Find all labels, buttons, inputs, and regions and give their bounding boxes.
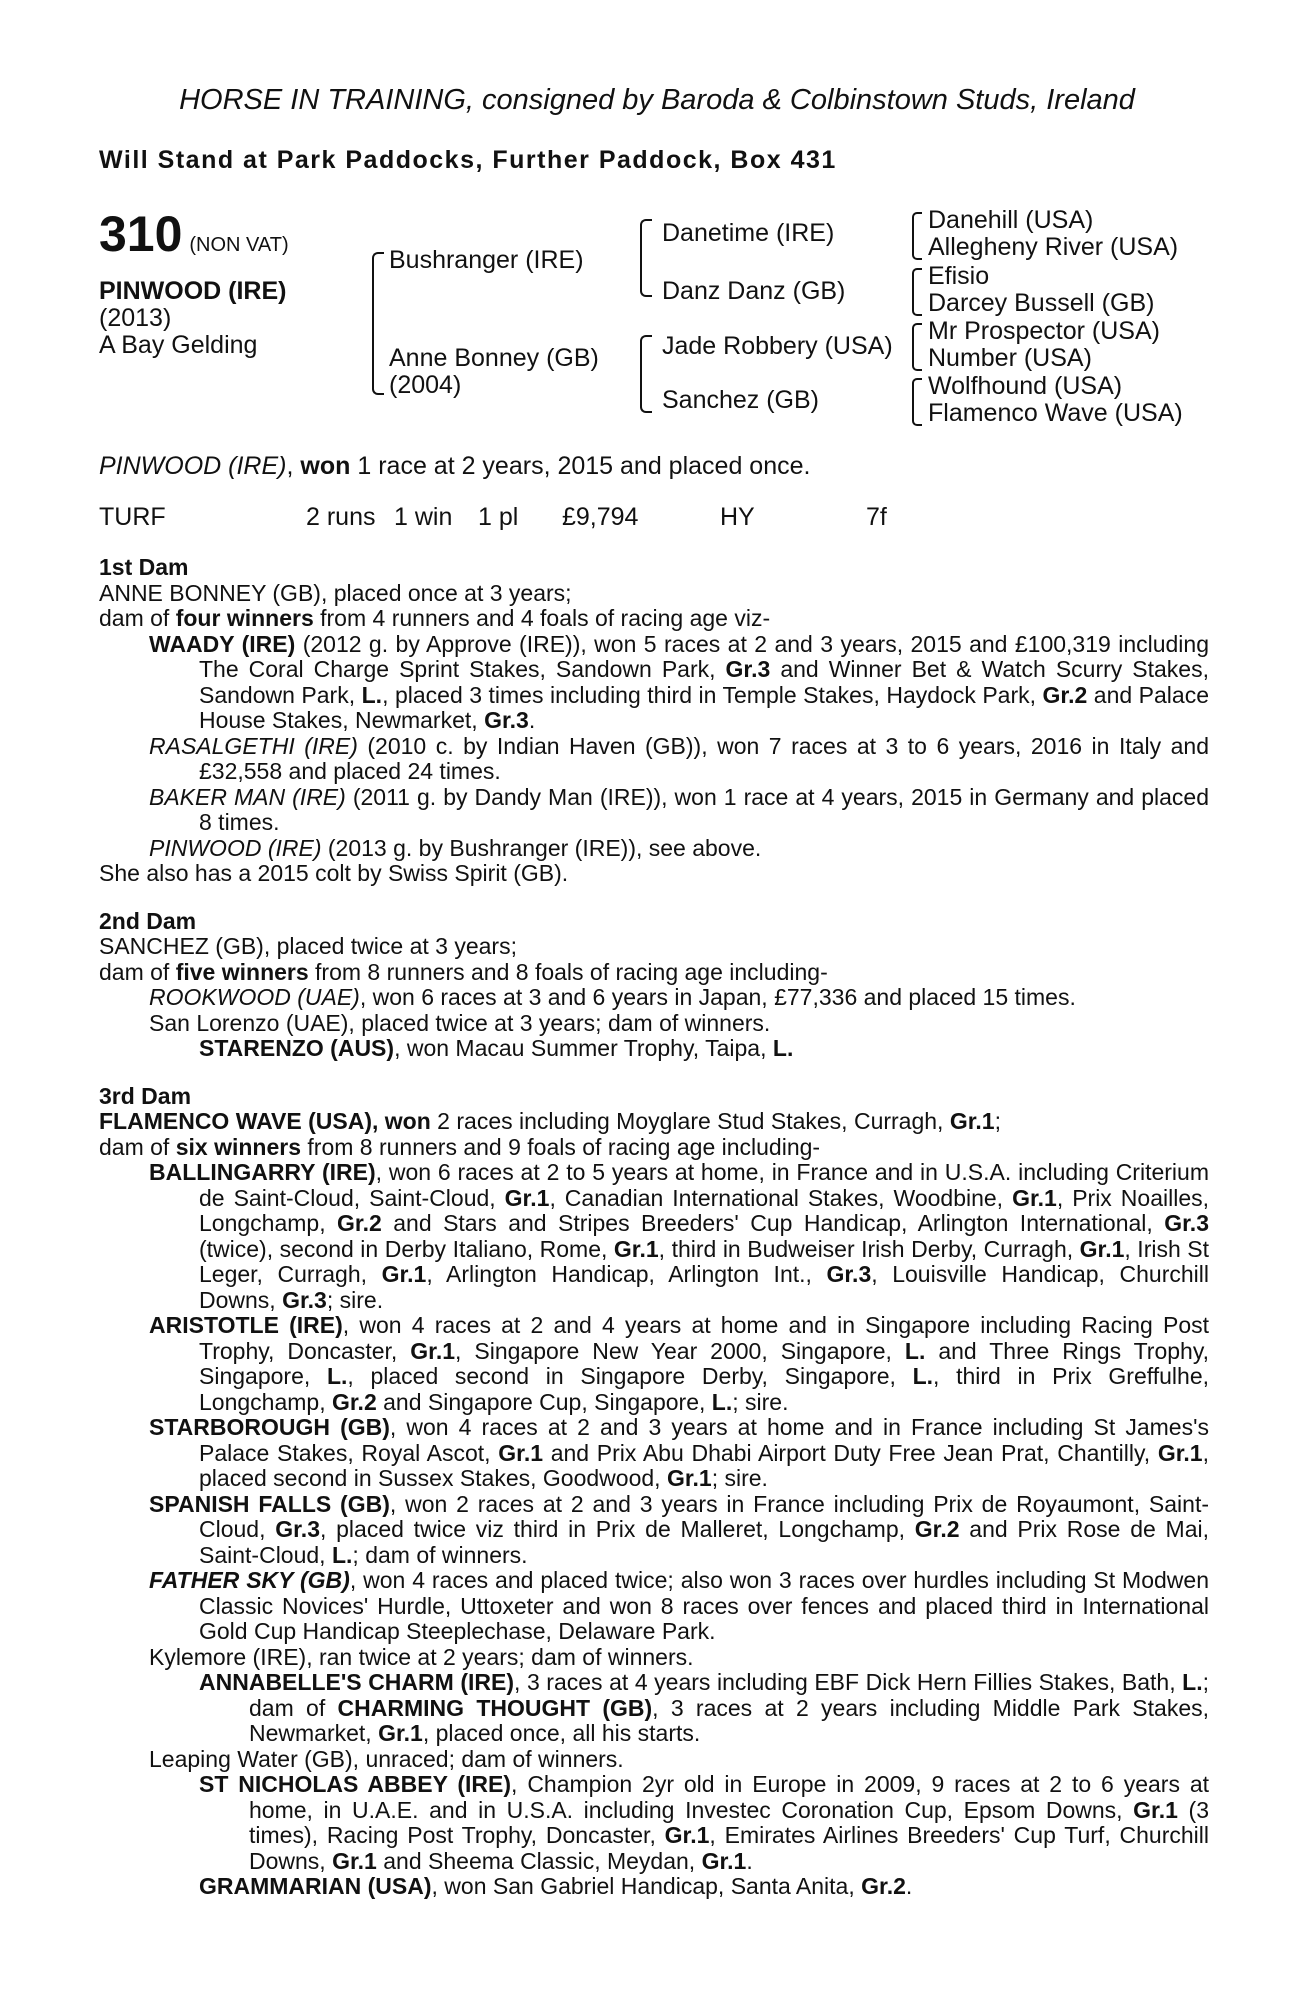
race-grade: Gr.1	[1157, 1439, 1203, 1466]
horse-description: A Bay Gelding	[99, 331, 258, 359]
gen3-bracket-4	[912, 378, 922, 426]
entry-text: , won 2 races at 2 and 3 years in France including Prix de Royaumont, Saint-Cloud,	[199, 1490, 1210, 1542]
race-grade: L.	[904, 1337, 926, 1364]
lot-number-row	[99, 206, 289, 262]
dam2-heading: 2nd Dam	[99, 907, 197, 934]
page-title: HORSE IN TRAINING, consigned by Baroda & Colbinstown Studs, Ireland	[179, 84, 1135, 116]
dam-bracket	[640, 335, 652, 413]
entry-text: , Prix Noailles, Longchamp,	[199, 1184, 1209, 1236]
entry-text: , Champion 2yr old in Europe in 2009, 9 races at 2 to 6 years at home, in U.A.E. and in U.S.A. including Investec Coronation Cup, Epsom Downs,	[249, 1771, 1210, 1823]
race-grade: Gr.3	[826, 1261, 872, 1287]
race-grade: L.	[331, 1541, 353, 1568]
record-going: HY	[720, 503, 755, 531]
grammarian-entry: GRAMMARIAN (USA), won San Gabriel Handicap, Santa Anita, Gr.2.	[199, 1873, 913, 1899]
dam1-heading: 1st Dam	[99, 554, 189, 580]
race-grade: Gr.1	[332, 1847, 377, 1874]
entry-text: , Louisville Handicap, Churchill Downs,	[199, 1261, 1209, 1313]
gen3-6: Number (USA)	[928, 344, 1092, 372]
entry-text: and Prix Rose de Mai, Saint-Cloud,	[199, 1516, 1209, 1568]
entry-text: , Arlington Handicap, Arlington Int.,	[426, 1261, 827, 1287]
entry-text: (3 times), Racing Post Trophy, Doncaster,	[249, 1796, 1209, 1848]
pedigree-bracket	[372, 252, 384, 395]
aristotle-entry: ARISTOTLE (IRE), won 4 races at 2 and 4 years at home and in Singapore including Racing Post Trophy, Doncaster, Gr.1, Singapore New Year 2000, Singapore, L. and Three Rings Trophy, Singapore, L., placed second in Singapore Derby, Singapore, L., third in Prix Greffulhe, Longchamp, Gr.2 and Singapore Cup, Singapore, L.; sire.	[149, 1312, 1210, 1415]
entry-text: , Irish St Leger, Curragh,	[199, 1235, 1210, 1287]
entry-text: , placed twice viz third in Prix de Malleret, Longchamp,	[320, 1516, 915, 1542]
entry-text: , placed second in Sussex Stakes, Goodwood,	[199, 1439, 1209, 1491]
race-grade: Gr.3	[282, 1286, 327, 1313]
gen3-bracket-2	[912, 268, 922, 316]
dam: Anne Bonney (GB)	[389, 344, 599, 372]
gen3-2: Allegheny River (USA)	[928, 233, 1179, 261]
dam1-also: She also has a 2015 colt by Swiss Spirit (GB).	[99, 860, 569, 886]
gen3-4: Darcey Bussell (GB)	[928, 289, 1155, 317]
annabelles-charm-entry: ANNABELLE'S CHARM (IRE), 3 races at 4 years including EBF Dick Hern Fillies Stakes, Bath, L.; dam of CHARMING THOUGHT (GB), 3 races at 2 years including Middle Park Stakes, Newmarket, Gr.1, placed once, all his starts.	[199, 1669, 1210, 1746]
dam-sire: Jade Robbery (USA)	[662, 332, 893, 360]
gen3-bracket-3	[912, 323, 922, 371]
dam3-produce: dam of six winners from 8 runners and 9 foals of racing age including-	[99, 1133, 821, 1160]
entry-text: , Emirates Airlines Breeders' Cup Turf, Churchill Downs,	[249, 1822, 1209, 1874]
entry-text: , Singapore New Year 2000, Singapore,	[455, 1337, 905, 1364]
horse-name: PINWOOD (IRE)	[99, 277, 287, 305]
gen3-bracket-1	[912, 212, 922, 260]
spanish-falls-entry: SPANISH FALLS (GB), won 2 races at 2 and 3 years in France including Prix de Royaumont, Saint-Cloud, Gr.3, placed twice viz third in Prix de Malleret, Longchamp, Gr.2 and Prix Rose de Mai, Saint-Cloud, L.; dam of winners.	[149, 1490, 1210, 1568]
flamenco-wave-line: FLAMENCO WAVE (USA), won 2 races including Moyglare Stud Stakes, Curragh, Gr.1;	[99, 1108, 1001, 1134]
starborough-entry: STARBOROUGH (GB), won 4 races at 2 and 3 years at home and in France including St James's Palace Stakes, Royal Ascot, Gr.1 and Prix Abu Dhabi Airport Duty Free Jean Prat, Chantilly, Gr.1, placed second in Sussex Stakes, Goodwood, Gr.1; sire.	[149, 1414, 1209, 1491]
entry-text: ; sire.	[711, 1465, 768, 1491]
sire-dam: Danz Danz (GB)	[662, 277, 846, 305]
record-earnings: £9,794	[562, 503, 639, 531]
entry-text: and Singapore Cup, Singapore,	[376, 1388, 712, 1415]
entry-text: , placed second in Singapore Derby, Singapore,	[347, 1363, 913, 1389]
race-grade: Gr.1	[666, 1465, 712, 1491]
entry-text: , Canadian International Stakes, Woodbine,	[549, 1184, 1013, 1211]
gen3-8: Flamenco Wave (USA)	[928, 399, 1183, 427]
dam1-produce: dam of four winners from 4 runners and 4 foals of racing age viz-	[99, 605, 771, 631]
rookwood-entry: ROOKWOOD (UAE), won 6 races at 3 and 6 years in Japan, £77,336 and placed 15 times.	[149, 984, 1076, 1010]
san-lorenzo-entry: San Lorenzo (UAE), placed twice at 3 years; dam of winners.	[149, 1009, 771, 1036]
race-grade: Gr.2	[337, 1210, 382, 1236]
record-placed: 1 pl	[478, 503, 519, 531]
race-grade: Gr.1	[498, 1439, 544, 1466]
waady-entry: WAADY (IRE) (2012 g. by Approve (IRE)), won 5 races at 2 and 3 years, 2015 and £100,319 including The Coral Charge Sprint Stakes, Sandown Park, Gr.3 and Winner Bet & Watch Scurry Stakes, Sandown Park, L., placed 3 times including third in Temple Stakes, Haydock Park, Gr.2 and Palace House Stakes, Newmarket, Gr.3.	[149, 630, 1210, 733]
gen3-7: Wolfhound (USA)	[928, 372, 1123, 400]
race-grade: L.	[326, 1363, 348, 1389]
sire-bracket	[640, 219, 652, 297]
dam2-produce: dam of five winners from 8 runners and 8 foals of racing age including-	[99, 958, 828, 985]
race-grade: Gr.1	[613, 1235, 659, 1262]
dam1-line: ANNE BONNEY (GB), placed once at 3 years;	[99, 579, 572, 606]
lot-number: 310	[99, 206, 183, 262]
race-grade: L.	[912, 1363, 934, 1389]
entry-text: , won 6 races at 2 to 5 years at home, in France and in U.S.A. including Criterium de Saint-Cloud, Saint-Cloud,	[199, 1159, 1209, 1211]
st-nicholas-abbey-entry: ST NICHOLAS ABBEY (IRE), Champion 2yr old in Europe in 2009, 9 races at 2 to 6 years at home, in U.A.E. and in U.S.A. including Investec Coronation Cup, Epsom Downs, Gr.1 (3 times), Racing Post Trophy, Doncaster, Gr.1, Emirates Airlines Breeders' Cup Turf, Churchill Downs, Gr.1 and Sheema Classic, Meydan, Gr.1.	[199, 1771, 1210, 1874]
dam2-line: SANCHEZ (GB), placed twice at 3 years;	[99, 933, 517, 959]
race-summary: PINWOOD (IRE), won 1 race at 2 years, 2015 and placed once.	[99, 452, 811, 480]
ballingarry-entry: BALLINGARRY (IRE), won 6 races at 2 to 5 years at home, in France and in U.S.A. including Criterium de Saint-Cloud, Saint-Cloud, Gr.1, Canadian International Stakes, Woodbine, Gr.1, Prix Noailles, Longchamp, Gr.2 and Stars and Stripes Breeders' Cup Handicap, Arlington International, Gr.3 (twice), second in Derby Italiano, Rome, Gr.1, third in Budweiser Irish Derby, Curragh, Gr.1, Irish St Leger, Curragh, Gr.1, Arlington Handicap, Arlington Int., Gr.3, Louisville Handicap, Churchill Downs, Gr.3; sire.	[149, 1159, 1210, 1313]
race-grade: Gr.2	[331, 1388, 377, 1415]
race-grade: L.	[711, 1388, 733, 1415]
entry-text: .	[746, 1847, 753, 1874]
entry-text: and Three Rings Trophy, Singapore,	[199, 1337, 1210, 1389]
starenzo-entry: STARENZO (AUS), won Macau Summer Trophy, Taipa, L.	[199, 1035, 794, 1061]
race-grade: Gr.1	[664, 1822, 710, 1848]
entry-text: ; dam of winners.	[352, 1541, 528, 1568]
dam-year: (2004)	[389, 371, 462, 399]
rasalgethi-entry: RASALGETHI (IRE) (2010 c. by Indian Haven (GB)), won 7 races at 3 to 6 years, 2016 in Italy and £32,558 and placed 24 times.	[149, 732, 1209, 784]
dam3-heading: 3rd Dam	[99, 1082, 192, 1109]
race-grade: Gr.2	[914, 1516, 960, 1542]
father-sky-entry: FATHER SKY (GB), won 4 races and placed twice; also won 3 races over hurdles including St Modwen Classic Novices' Hurdle, Uttoxeter and won 8 races over fences and placed third in International Gold Cup Handicap Steeplechase, Delaware Park.	[149, 1567, 1209, 1644]
entry-text: ; sire.	[326, 1286, 384, 1313]
entry-text: , won 4 races at 2 and 4 years at home and in Singapore including Racing Post Trophy, Doncaster,	[199, 1312, 1209, 1364]
entry-text: and Prix Abu Dhabi Airport Duty Free Jean Prat, Chantilly,	[543, 1439, 1158, 1466]
vat-status: (NON VAT)	[189, 234, 289, 256]
race-grade: Gr.1	[1079, 1235, 1125, 1262]
race-grade: Gr.1	[381, 1261, 427, 1287]
race-grade: Gr.3	[1164, 1210, 1209, 1236]
entry-text: and Sheema Classic, Meydan,	[376, 1847, 702, 1874]
race-grade: Gr.1	[410, 1337, 456, 1364]
record-distance: 7f	[866, 503, 887, 531]
sire-sire: Danetime (IRE)	[662, 219, 835, 247]
dam-dam: Sanchez (GB)	[662, 386, 820, 414]
horse-year: (2013)	[99, 304, 172, 332]
entry-text: , third in Prix Greffulhe, Longchamp,	[199, 1363, 1209, 1415]
entry-text: ; sire.	[732, 1388, 789, 1415]
produce-record	[99, 555, 1209, 1900]
baker-man-entry: BAKER MAN (IRE) (2011 g. by Dandy Man (IRE)), won 1 race at 4 years, 2015 in Germany and placed 8 times.	[149, 783, 1209, 835]
leaping-water-entry: Leaping Water (GB), unraced; dam of winners.	[149, 1745, 624, 1772]
gen3-1: Danehill (USA)	[928, 206, 1094, 234]
record-surface: TURF	[99, 503, 166, 531]
entry-text: , won 4 races at 2 and 3 years at home and in France including St James's Palace Stakes, Royal Ascot,	[199, 1414, 1209, 1466]
record-wins: 1 win	[394, 503, 453, 531]
stable-location: Will Stand at Park Paddocks, Further Paddock, Box 431	[99, 146, 837, 174]
gen3-3: Efisio	[928, 262, 990, 290]
pinwood-entry: PINWOOD (IRE) (2013 g. by Bushranger (IRE)), see above.	[149, 834, 762, 861]
entry-text: and Stars and Stripes Breeders' Cup Handicap, Arlington International,	[381, 1210, 1165, 1236]
sire: Bushranger (IRE)	[389, 246, 584, 274]
entry-text: , third in Budweiser Irish Derby, Curragh,	[658, 1235, 1080, 1262]
entry-text: (twice), second in Derby Italiano, Rome,	[199, 1235, 614, 1262]
race-grade: Gr.1	[504, 1184, 550, 1211]
race-grade: Gr.1	[1133, 1796, 1178, 1823]
record-runs: 2 runs	[306, 503, 376, 531]
race-grade: Gr.1	[1012, 1184, 1057, 1211]
race-grade: Gr.1	[701, 1847, 747, 1874]
race-grade: Gr.3	[275, 1516, 320, 1542]
gen3-5: Mr Prospector (USA)	[928, 317, 1160, 345]
kylemore-entry: Kylemore (IRE), ran twice at 2 years; dam of winners.	[149, 1643, 694, 1670]
